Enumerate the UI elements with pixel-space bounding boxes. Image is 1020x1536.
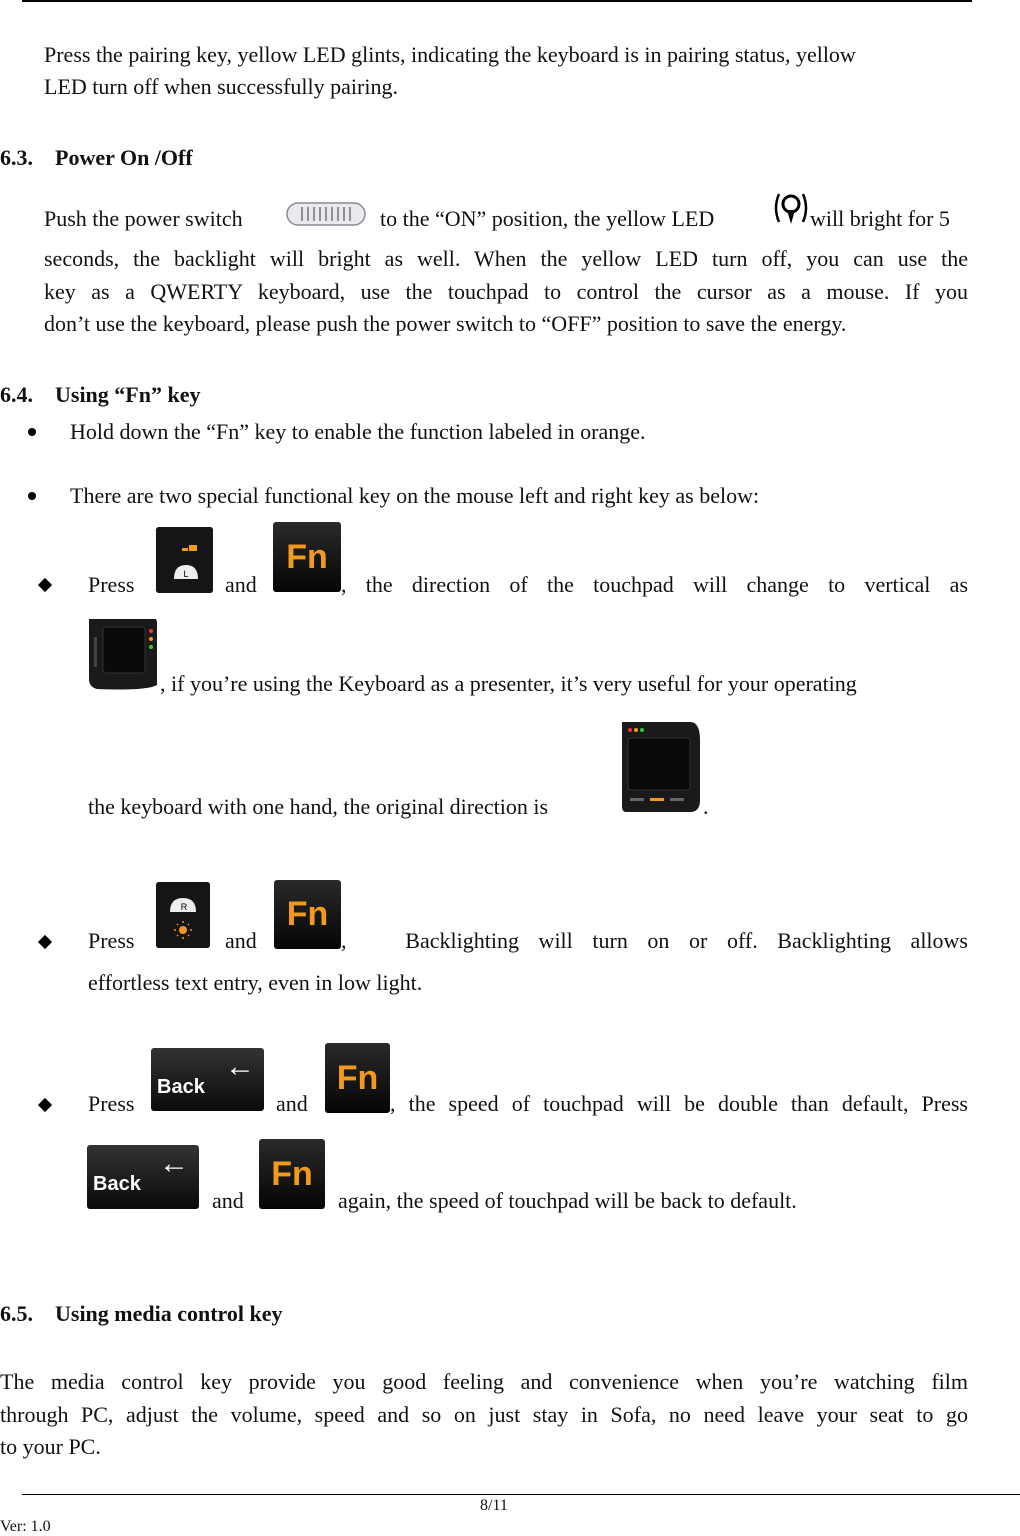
d1-line3: the keyboard with one hand, the original direction is <box>88 794 549 819</box>
s65-para-line2: through PC, adjust the volume, speed and so on just stay in Sofa, no need leave your seat to go <box>0 1402 968 1427</box>
s63-line1-c: will bright for 5 <box>810 206 950 231</box>
touchpad-vertical-icon <box>87 617 159 691</box>
power-switch-icon <box>286 200 366 228</box>
s65-para-line3: to your PC. <box>0 1434 101 1459</box>
intro-line-1: Press the pairing key, yellow LED glints, indicating the keyboard is in pairing status, yellow <box>44 42 856 67</box>
s63-line3: key as a QWERTY keyboard, use the touchpad to control the cursor as a mouse. If you <box>44 279 968 304</box>
diamond-bullet <box>38 935 52 949</box>
d1-rest: , the direction of the touchpad will change to vertical as <box>341 572 968 597</box>
bullet-dot <box>28 428 36 436</box>
back-key-icon <box>151 1048 264 1111</box>
d3-rest: , the speed of touchpad will be double than default, Press <box>390 1091 968 1116</box>
s63-line1-a: Push the power switch <box>44 206 243 231</box>
touchpad-original-icon <box>620 720 702 816</box>
version-label: Ver: 1.0 <box>0 1518 51 1535</box>
heading-6-5: 6.5. Using media control key <box>0 1301 283 1326</box>
left-mouse-key-icon <box>156 527 213 593</box>
d3-and: and <box>276 1091 308 1116</box>
heading-6-4: 6.4. Using “Fn” key <box>0 382 201 407</box>
yellow-led-icon <box>771 188 811 228</box>
diamond-bullet <box>38 578 52 592</box>
d2-line2: effortless text entry, even in low light. <box>88 970 423 995</box>
heading-6-3: 6.3. Power On /Off <box>0 145 193 170</box>
d3-line2: again, the speed of touchpad will be back to default. <box>338 1188 797 1213</box>
s63-line4: don’t use the keyboard, please push the power switch to “OFF” position to save the energy. <box>44 311 847 336</box>
svg-text:R: R <box>180 902 188 912</box>
fn-key-icon: Fn <box>273 522 341 592</box>
intro-line-2: LED turn off when successfully pairing. <box>44 74 398 99</box>
s64-bullet-1: Hold down the “Fn” key to enable the function labeled in orange. <box>70 419 646 444</box>
d3-and-2: and <box>212 1188 244 1213</box>
top-rule <box>22 0 972 2</box>
d2-rest: , Backlighting will turn on or off. Backlighting allows <box>341 928 968 953</box>
s64-bullet-2: There are two special functional key on the mouse left and right key as below: <box>70 483 760 508</box>
back-key-icon <box>87 1145 199 1209</box>
fn-key-icon: Fn <box>325 1043 390 1113</box>
right-mouse-key-icon <box>156 882 210 948</box>
d2-and: and <box>225 928 257 953</box>
s63-line2: seconds, the backlight will bright as well. When the yellow LED turn off, you can use the <box>44 246 968 271</box>
back-key-label: Back <box>93 1173 141 1195</box>
fn-key-icon: Fn <box>259 1139 325 1209</box>
page-number: 8/11 <box>480 1497 508 1514</box>
d3-press: Press <box>88 1091 135 1116</box>
fn-key-icon: Fn <box>274 880 341 949</box>
d1-line3-end: . <box>703 794 709 819</box>
d1-and: and <box>225 572 257 597</box>
d2-press: Press <box>88 928 135 953</box>
back-arrow-icon: ← <box>225 1050 255 1083</box>
d1-line2: , if you’re using the Keyboard as a presenter, it’s very useful for your operating <box>160 671 857 696</box>
s63-line1-b: to the “ON” position, the yellow LED <box>380 206 715 231</box>
back-arrow-icon: ← <box>159 1147 189 1180</box>
back-key-label: Back <box>157 1076 205 1098</box>
diamond-bullet <box>38 1098 52 1112</box>
bullet-dot <box>28 492 36 500</box>
footer-rule <box>22 1494 1020 1495</box>
d1-press: Press <box>88 572 135 597</box>
s65-para-line1: The media control key provide you good feeling and convenience when you’re watching film <box>0 1369 968 1394</box>
svg-text:L: L <box>183 569 189 579</box>
